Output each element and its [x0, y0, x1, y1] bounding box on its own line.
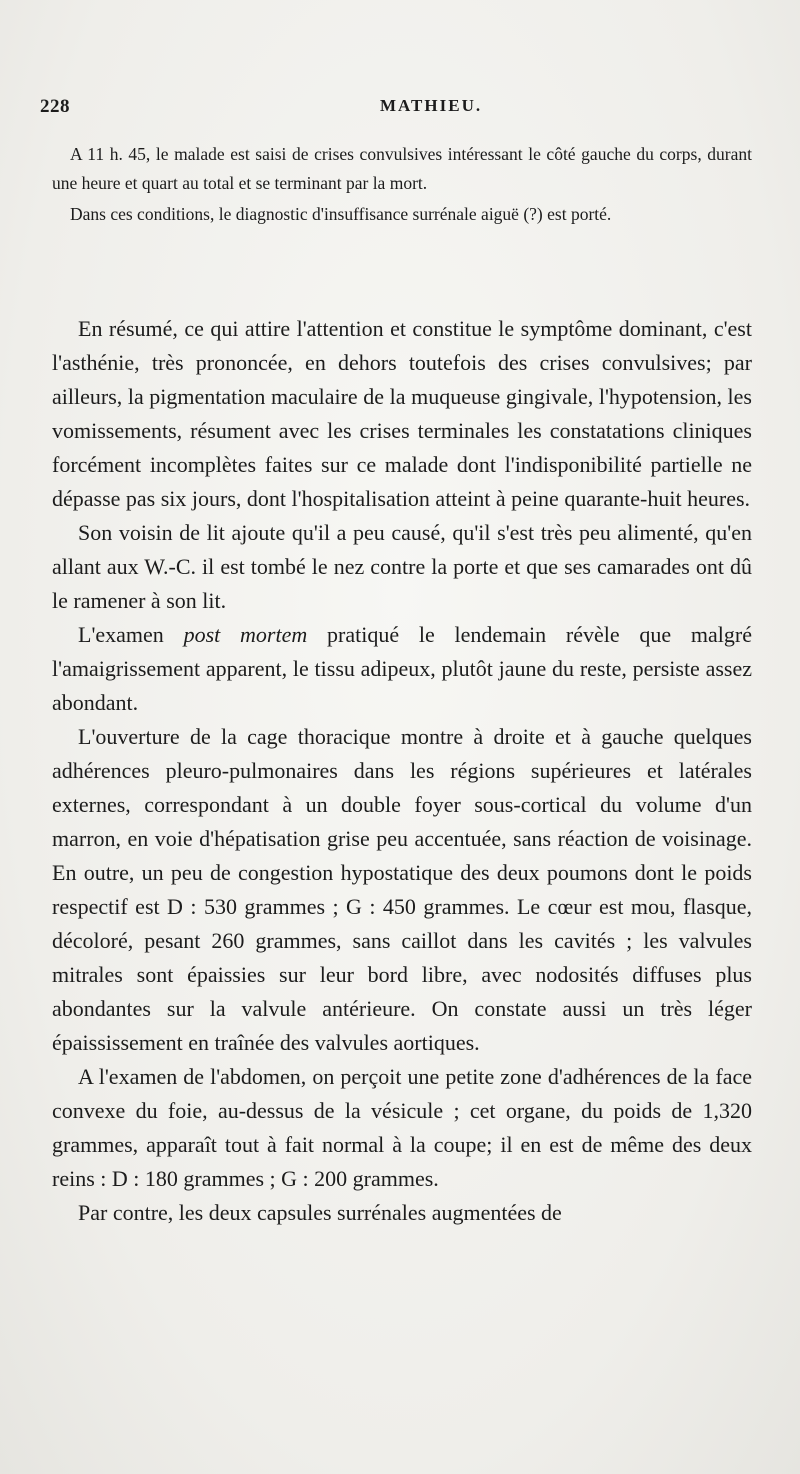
paragraph-crisis: A 11 h. 45, le malade est saisi de crises convulsives intéressant le côté gauche du corps, durant une heure et quart au total et se terminant par la mort. — [52, 144, 752, 193]
paragraph-summary: En résumé, ce qui attire l'attention et constitue le symptôme dominant, c'est l'asthénie, très prononcée, en dehors toutefois des crises convulsives; par ailleurs, la pigmentation maculaire de la muqueuse gingivale, l'hypotension, les vomissements, résument avec les crises terminales les constatations cliniques forcément incomplètes faites sur ce malade dont l'indisponibilité partielle ne dépasse pas six jours, dont l'hospitalisation atteint à peine quarante-huit heures. — [52, 316, 752, 511]
paragraph-neighbor: Son voisin de lit ajoute qu'il a peu causé, qu'il s'est très peu alimenté, qu'en allant aux W.-C. il est tombé le nez contre la porte et que ses camarades ont dû le ramener à son lit. — [52, 520, 752, 613]
paragraph-capsules: Par contre, les deux capsules surrénales augmentées de — [78, 1200, 562, 1225]
paragraph-thorax: L'ouverture de la cage thoracique montre à droite et à gauche quelques adhérences pleuro-pulmonaires dans les régions supérieures et latérales externes, correspondant à un double foyer sous-cortical du volume d'un marron, en voie d'hépatisation grise peu accentuée, sans réaction de voisinage. En outre, un peu de congestion hypostatique des deux poumons dont le poids respectif est D : 530 grammes ; G : 450 grammes. Le cœur est mou, flasque, décoloré, pesant 260 grammes, sans caillot dans les cavités ; les valvules mitrales sont épaissies sur leur bord libre, avec nodosités diffuses plus abondantes sur la valvule antérieure. On constate aussi un très léger épaississement en traînée des valvules aortiques. — [52, 724, 752, 1055]
post-mortem-rest: pratiqué le lendemain révèle que malgré l'amaigrissement apparent, le tissu adipeux, plutôt jaune du reste, persiste assez abondant. — [52, 622, 752, 715]
post-mortem-lead: L'examen — [78, 622, 184, 647]
paragraph-abdomen: A l'examen de l'abdomen, on perçoit une petite zone d'adhérences de la face convexe du foie, au-dessus de la vésicule ; cet organe, du poids de 1,320 grammes, apparaît tout à fait normal à la coupe; il en est de même des deux reins : D : 180 grammes ; G : 200 grammes. — [52, 1064, 752, 1191]
case-notes-small-print — [52, 140, 752, 231]
running-head: MATHIEU. — [380, 96, 483, 115]
post-mortem-italic: post mortem — [183, 622, 308, 647]
main-text — [52, 312, 752, 1230]
paragraph-post-mortem — [52, 618, 752, 720]
paragraph-diagnosis: Dans ces conditions, le diagnostic d'insuffisance surrénale aiguë (?) est porté. — [70, 204, 612, 224]
page-number: 228 — [40, 96, 70, 117]
page-header — [40, 96, 760, 124]
